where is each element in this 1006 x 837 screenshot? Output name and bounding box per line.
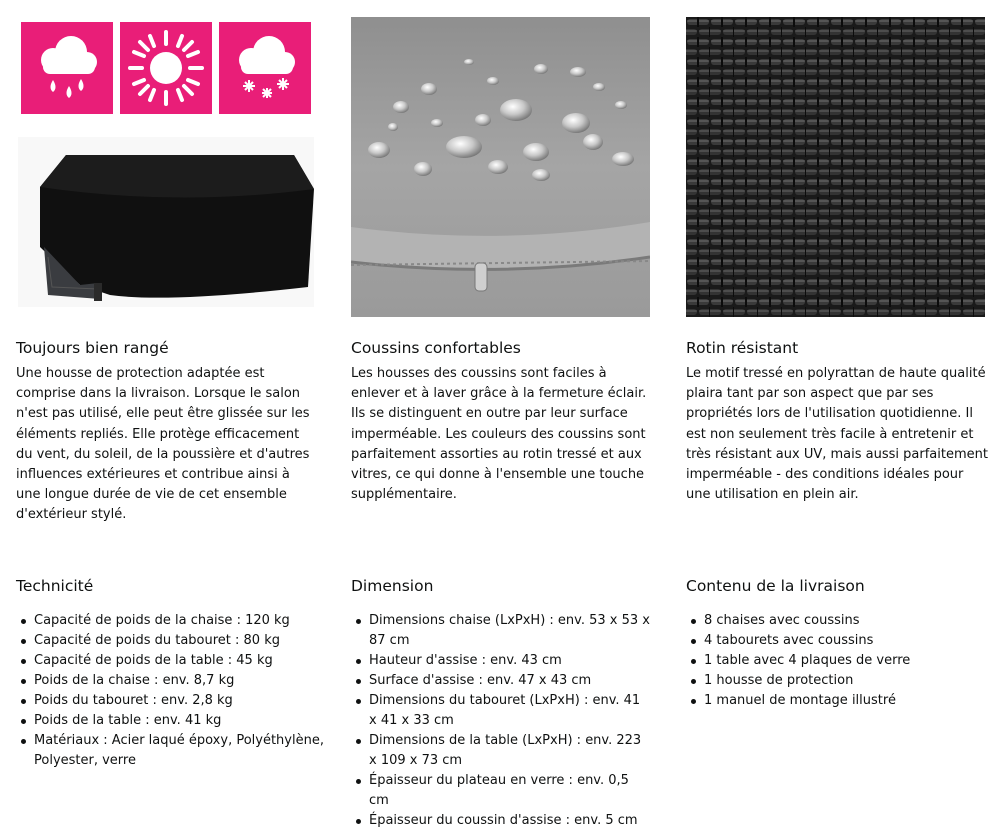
list-item: Matériaux : Acier laqué époxy, Polyéthylène, Polyester, verre — [34, 731, 324, 771]
list-item: Capacité de poids de la chaise : 120 kg — [34, 611, 324, 631]
list-item: Poids du tabouret : env. 2,8 kg — [34, 691, 324, 711]
list-item: 8 chaises avec coussins — [704, 611, 994, 631]
cover-illustration — [18, 137, 314, 307]
list-item: Capacité de poids du tabouret : 80 kg — [34, 631, 324, 651]
list-item: Dimensions de la table (LxPxH) : env. 223 x 109 x 73 cm — [369, 731, 651, 771]
list-item: Poids de la chaise : env. 8,7 kg — [34, 671, 324, 691]
list-item: Épaisseur du plateau en verre : env. 0,5 cm — [369, 771, 651, 811]
rattan-weave-image — [686, 17, 985, 317]
rain-cloud-icon — [21, 22, 113, 114]
feature-text-rattan: Le motif tressé en polyrattan de haute qualité plaira tant par son aspect que par ses propriétés lors de l'utilisation quotidienne. Il est non seulement très facile à entretenir et très résistant aux UV, mais aussi parfaitement imperméable - des conditions idéales pour une utilisation en plein air. — [686, 366, 988, 503]
list-item: Dimensions chaise (LxPxH) : env. 53 x 53 x 87 cm — [369, 611, 651, 651]
list-item: Épaisseur du coussin d'assise : env. 5 cm — [369, 811, 651, 831]
feature-text-cushions: Les housses des coussins sont faciles à enlever et à laver grâce à la fermeture éclair. Ils se distinguent en outre par leur surface imperméable. Les couleurs des coussins sont parfaitement assorties au rotin tressé et aux vitres, ce qui donne à l'ensemble une touche supplémentaire. — [351, 366, 647, 503]
spec-list-dimension — [351, 611, 651, 831]
spec-list-technical — [16, 611, 324, 771]
list-item: Hauteur d'assise : env. 43 cm — [369, 651, 651, 671]
list-item: 1 manuel de montage illustré — [704, 691, 994, 711]
snow-cloud-icon — [219, 22, 311, 114]
weather-icons — [21, 22, 311, 114]
list-item: 1 table avec 4 plaques de verre — [704, 651, 994, 671]
list-item: Capacité de poids de la table : 45 kg — [34, 651, 324, 671]
sun-icon — [120, 22, 212, 114]
spec-list-delivery — [686, 611, 994, 711]
feature-title-rattan: Rotin résistant — [686, 339, 799, 357]
list-item: Poids de la table : env. 41 kg — [34, 711, 324, 731]
feature-title-storage: Toujours bien rangé — [16, 339, 169, 357]
feature-text-storage: Une housse de protection adaptée est comprise dans la livraison. Lorsque le salon n'est pas utilisé, elle peut être glissée sur les éléments repliés. Elle protège efficacement du vent, du soleil, de la poussière et d'autres influences extérieures et contribue ainsi à une longue durée de vie de cet ensemble d'extérieur stylé. — [16, 366, 310, 523]
cushion-fabric-image — [351, 17, 650, 317]
feature-title-cushions: Coussins confortables — [351, 339, 521, 357]
list-item: Surface d'assise : env. 47 x 43 cm — [369, 671, 651, 691]
spec-title-dimension: Dimension — [351, 577, 434, 595]
spec-title-technical: Technicité — [16, 577, 94, 595]
spec-title-delivery: Contenu de la livraison — [686, 577, 865, 595]
list-item: 4 tabourets avec coussins — [704, 631, 994, 651]
list-item: Dimensions du tabouret (LxPxH) : env. 41 x 41 x 33 cm — [369, 691, 651, 731]
list-item: 1 housse de protection — [704, 671, 994, 691]
